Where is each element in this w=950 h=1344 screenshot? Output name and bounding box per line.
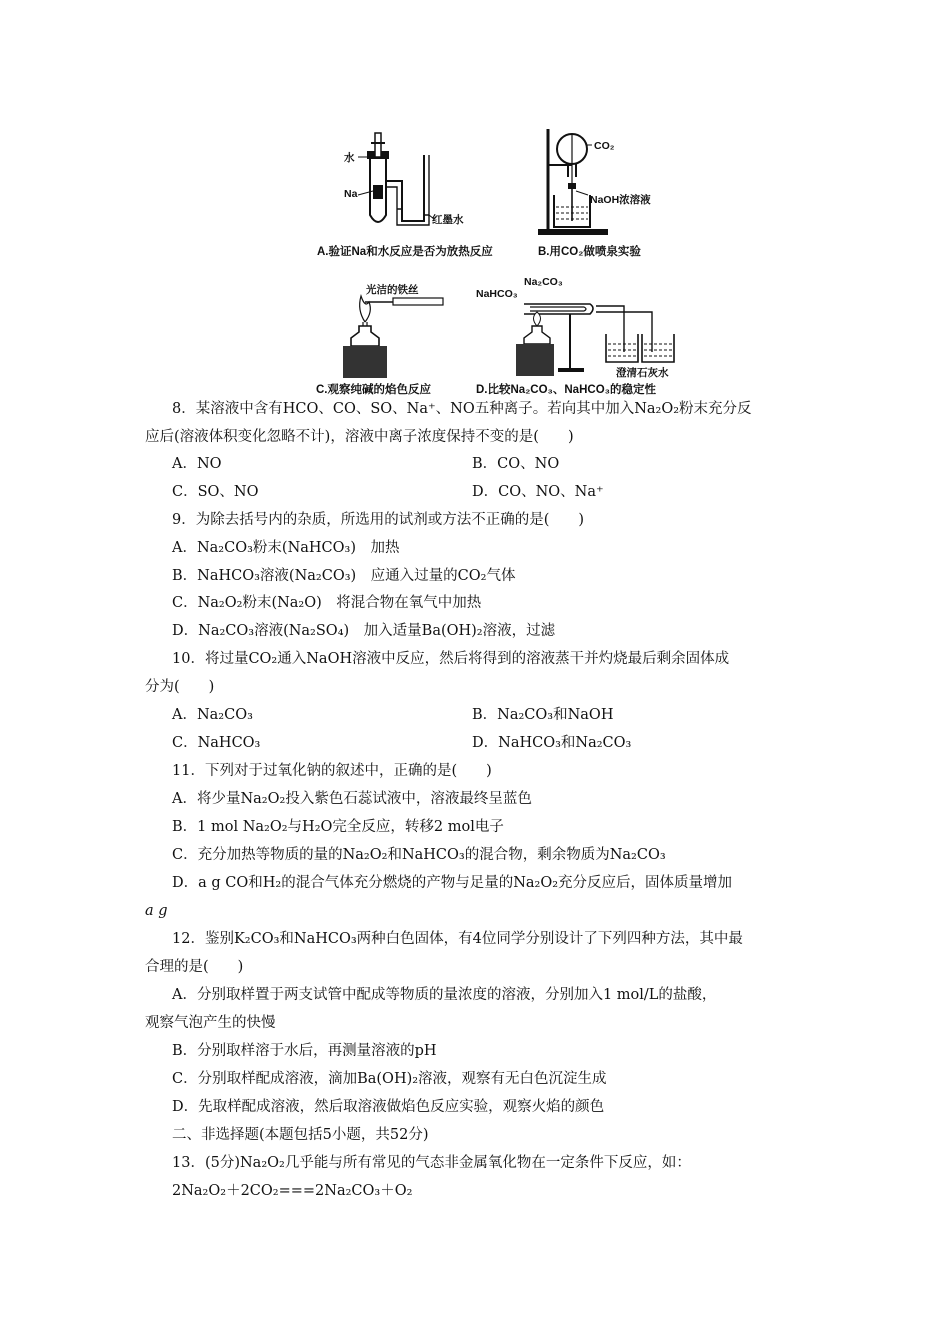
q8-stem-line1: 8．某溶液中含有HCO、CO、SO、Na⁺、NO五种离子。若向其中加入Na₂O₂粉末充分反 (172, 401, 752, 417)
label-red-ink: 红墨水 (432, 214, 464, 226)
label-limewater: 澄清石灰水 (616, 367, 669, 379)
q11-option-d-line2: a g (145, 903, 168, 919)
q8-option-c: C．SO、NO (172, 484, 259, 500)
q12-option-a-line1: A．分别取样置于两支试管中配成等物质的量浓度的溶液，分别加入1 mol/L的盐酸， (172, 987, 717, 1003)
q12-option-d: D．先取样配成溶液，然后取溶液做焰色反应实验，观察火焰的颜色 (172, 1099, 605, 1115)
q9-option-a: A．Na₂CO₃粉末(NaHCO₃) 加热 (172, 540, 400, 556)
q11-option-c: C．充分加热等物质的量的Na₂O₂和NaHCO₃的混合物，剩余物质为Na₂CO₃ (172, 847, 666, 863)
q13-equation: 2Na₂O₂＋2CO₂===2Na₂CO₃＋O₂ (172, 1183, 413, 1199)
label-iron-wire: 光洁的铁丝 (366, 284, 419, 296)
q10-option-a: A．Na₂CO₃ (172, 707, 253, 723)
q10-option-d: D．NaHCO₃和Na₂CO₃ (472, 735, 632, 751)
label-co2: CO₂ (594, 140, 615, 152)
q12-option-c: C．分别取样配成溶液，滴加Ba(OH)₂溶液，观察有无白色沉淀生成 (172, 1071, 607, 1087)
q12-stem-line2: 合理的是( ) (145, 959, 244, 975)
q10-option-b: B．Na₂CO₃和NaOH (472, 707, 614, 723)
label-nahco3: NaHCO₃ (476, 288, 518, 300)
label-naoh: NaOH浓溶液 (590, 194, 651, 206)
label-water: 水 (344, 152, 355, 164)
q9-option-b: B．NaHCO₃溶液(Na₂CO₃) 应通入过量的CO₂气体 (172, 568, 516, 584)
figure-a-caption: A.验证Na和水反应是否为放热反应 (317, 246, 493, 258)
q8-option-d: D．CO、NO、Na⁺ (472, 484, 604, 500)
q12-stem-line1: 12．鉴别K₂CO₃和NaHCO₃两种白色固体，有4位同学分别设计了下列四种方法，其中最 (172, 931, 743, 947)
label-na2co3: Na₂CO₃ (524, 276, 563, 288)
q9-stem: 9．为除去括号内的杂质，所选用的试剂或方法不正确的是( ) (172, 512, 585, 528)
q10-option-c: C．NaHCO₃ (172, 735, 261, 751)
q9-option-d: D．Na₂CO₃溶液(Na₂SO₄) 加入适量Ba(OH)₂溶液，过滤 (172, 623, 556, 639)
label-na: Na (344, 188, 358, 200)
figure-b-caption: B.用CO₂做喷泉实验 (538, 246, 641, 258)
figure-c-caption: C.观察纯碱的焰色反应 (316, 384, 431, 396)
section-heading: 二、非选择题(本题包括5小题，共52分) (172, 1127, 429, 1143)
q10-stem-line2: 分为( ) (145, 679, 215, 695)
q13-stem: 13．(5分)Na₂O₂几乎能与所有常见的气态非金属氧化物在一定条件下反应，如： (172, 1155, 691, 1171)
q11-option-a: A．将少量Na₂O₂投入紫色石蕊试液中，溶液最终呈蓝色 (172, 791, 532, 807)
q11-option-b: B．1 mol Na₂O₂与H₂O完全反应，转移2 mol电子 (172, 819, 504, 835)
q11-stem: 11．下列对于过氧化钠的叙述中，正确的是( ) (172, 763, 492, 779)
q8-stem-line2: 应后(溶液体积变化忽略不计)，溶液中离子浓度保持不变的是( ) (145, 429, 574, 445)
q12-option-a-line2: 观察气泡产生的快慢 (145, 1015, 276, 1031)
figure-d-caption: D.比较Na₂CO₃、NaHCO₃的稳定性 (476, 384, 656, 396)
q8-option-a: A．NO (172, 456, 222, 472)
q12-option-b: B．分别取样溶于水后，再测量溶液的pH (172, 1043, 437, 1059)
q9-option-c: C．Na₂O₂粉末(Na₂O) 将混合物在氧气中加热 (172, 595, 482, 611)
q11-option-d-line1: D．a g CO和H₂的混合气体充分燃烧的产物与足量的Na₂O₂充分反应后，固体质量增加 (172, 875, 733, 891)
q8-option-b: B．CO、NO (472, 456, 560, 472)
q10-stem-line1: 10．将过量CO₂通入NaOH溶液中反应，然后将得到的溶液蒸干并灼烧最后剩余固体成 (172, 651, 730, 667)
